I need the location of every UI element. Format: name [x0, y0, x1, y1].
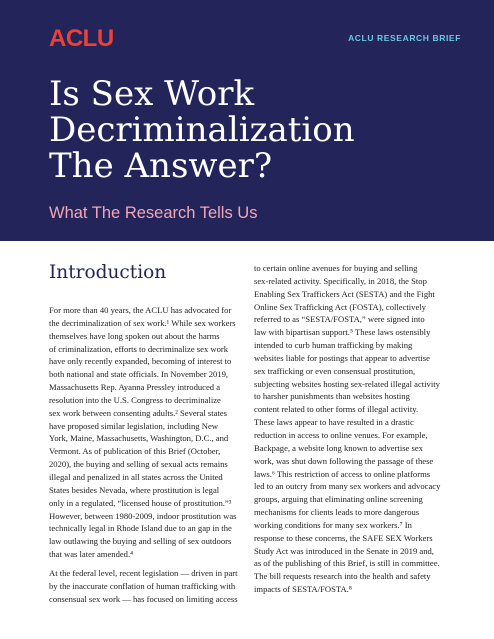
text-line: Online Sex Trafficking Act (FOSTA), collectively	[254, 301, 426, 312]
paragraph	[254, 262, 454, 596]
text-line: However, between 1980-2009, indoor prostitution was	[49, 510, 237, 521]
text-line: Enabling Sex Traffickers Act (SESTA) and the Fight	[254, 288, 435, 299]
research-brief-label: ACLU RESEARCH BRIEF	[348, 33, 461, 43]
text-line: subjecting websites hosting sex-related illegal activity	[254, 378, 440, 389]
text-line: as of the publishing of this Brief, is still in committee.	[254, 558, 440, 569]
text-line: 2020), the buying and selling of sexual acts remains	[49, 459, 228, 470]
text-line: sex work between consenting adults.² Several states	[49, 407, 227, 418]
text-line: technically legal in Rhode Island due to an gap in the	[49, 523, 232, 534]
text-line: impacts of SESTA/FOSTA.⁸	[254, 584, 352, 595]
text-line: For more than 40 years, the ACLU has advocated for	[49, 305, 232, 315]
text-line: resolution into the U.S. Congress to decriminalize	[49, 394, 221, 405]
text-line: Study Act was introduced in the Senate in 2019 and,	[254, 545, 434, 556]
title-line: Is Sex Work	[49, 74, 255, 114]
text-line: consensual sex work — has focused on limiting access	[49, 594, 238, 605]
text-line: of criminalization, efforts to decriminalize sex work	[49, 343, 229, 354]
text-line: response to these concerns, the SAFE SEX Workers	[254, 532, 433, 543]
text-line: to certain online avenues for buying and selling	[254, 263, 418, 273]
paragraph	[49, 304, 239, 561]
text-line: York, Maine, Massachusetts, Washington, D.C., and	[49, 433, 229, 444]
text-line: The bill requests research into the health and safety	[254, 571, 431, 582]
text-line: have proposed similar legislation, including New	[49, 420, 218, 431]
text-line: sex-related activity. Specifically, in 2018, the Stop	[254, 275, 427, 286]
text-line: work, was shut down following the passage of these	[254, 455, 434, 466]
text-line: law outlawing the buying and selling of sex outdoors	[49, 536, 232, 547]
text-line: only in a regulated, “licensed house of prostitution.”³	[49, 497, 232, 508]
text-line: Backpage, a website long known to advertise sex	[254, 442, 423, 453]
text-line: States besides Nevada, where prostitution is legal	[49, 484, 220, 495]
text-line: to harsher punishments than websites hosting	[254, 391, 410, 402]
text-line: reduction in access to online venues. For example,	[254, 429, 428, 440]
document-subtitle: What The Research Tells Us	[49, 204, 258, 222]
text-line: websites liable for postings that appear to advertise	[254, 352, 430, 363]
text-line: Massachusetts Rep. Ayanna Pressley introduced a	[49, 382, 221, 393]
document-title	[49, 76, 469, 184]
text-line: by the inaccurate conflation of human trafficking with	[49, 581, 236, 592]
text-line: Vermont. As of publication of this Brief (October,	[49, 446, 221, 457]
text-line: laws.⁶ This restriction of access to online platforms	[254, 468, 431, 479]
text-line: mechanisms for clients leads to more dangerous	[254, 507, 420, 518]
text-line: have only recently expanded, becoming of interest to	[49, 356, 232, 367]
title-line: The Answer?	[49, 146, 273, 186]
text-line: content related to other forms of illegal activity.	[254, 404, 419, 415]
text-line: led to an outcry from many sex workers and advocacy	[254, 481, 441, 492]
text-line: referred to as “SESTA/FOSTA,” were signed into	[254, 314, 425, 325]
text-line: law with bipartisan support.⁵ These laws ostensibly	[254, 327, 431, 338]
text-line: These laws appear to have resulted in a drastic	[254, 417, 414, 428]
text-column-right	[254, 262, 454, 596]
text-line: working conditions for many sex workers.⁷ In	[254, 519, 412, 530]
text-line: groups, arguing that eliminating online screening	[254, 494, 423, 505]
text-line: At the federal level, recent legislation — driven in part	[49, 568, 238, 579]
text-line: intended to curb human trafficking by making	[254, 340, 413, 351]
text-line: both national and state officials. In November 2019,	[49, 369, 229, 380]
paragraph	[49, 567, 239, 606]
text-line: themselves have long spoken out about the harms	[49, 330, 220, 341]
text-line: sex trafficking or even consensual prostitution,	[254, 365, 416, 376]
header-banner	[0, 0, 494, 241]
text-line: that was later amended.⁴	[49, 549, 134, 560]
text-line: illegal and penalized in all states across the United	[49, 471, 223, 482]
title-line: Decriminalization	[49, 110, 355, 150]
text-column-left	[49, 304, 239, 606]
section-heading-introduction: Introduction	[49, 262, 167, 283]
aclu-logo: ACLU	[49, 25, 114, 52]
text-line: the decriminalization of sex work.¹ While sex workers	[49, 317, 236, 328]
